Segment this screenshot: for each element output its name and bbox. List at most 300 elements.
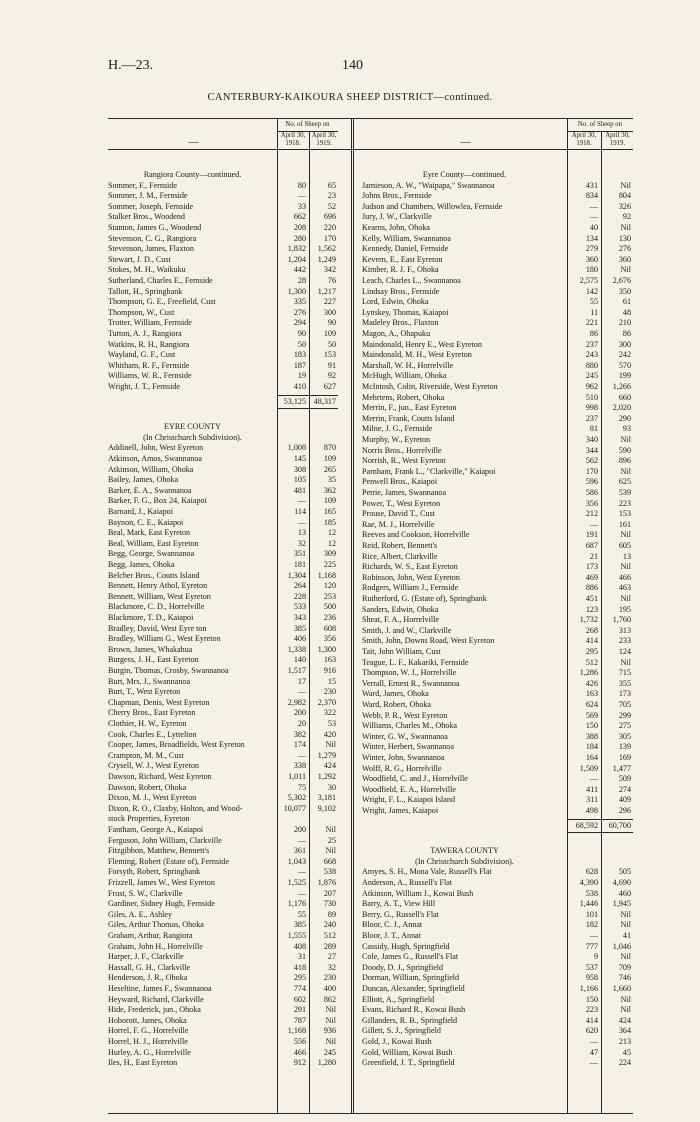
table-row xyxy=(108,846,338,857)
holder-name: Teague, L. F., Kakariki, Fernside xyxy=(362,657,469,667)
sheep-1918: 382 xyxy=(293,729,306,739)
holder-name: Mehrtens, Robert, Ohoka xyxy=(362,392,445,402)
table-row xyxy=(108,1058,338,1069)
sheep-1918: — xyxy=(297,867,306,877)
header-1918-right: April 30, 1918. xyxy=(571,132,597,147)
sheep-1919: Nil xyxy=(325,1005,336,1015)
col-divider-center-2 xyxy=(353,118,354,1113)
section-title: TAWERA COUNTY xyxy=(430,846,499,856)
sheep-1919: 2,370 xyxy=(317,697,336,707)
sheep-1919: 590 xyxy=(618,445,631,455)
holder-name: Duncan, Alexander, Springfield xyxy=(362,984,465,994)
sheep-1918: 620 xyxy=(585,1026,598,1036)
holder-name: Barry, A. T., View Hill xyxy=(362,899,436,909)
holder-name: Graham, John H., Horrelville xyxy=(108,941,203,951)
sheep-1919: 1,660 xyxy=(612,984,631,994)
sheep-1918: 388 xyxy=(585,731,598,741)
sheep-1919: 93 xyxy=(622,424,631,434)
sheep-1918: 114 xyxy=(294,507,306,517)
sheep-1919: 1,300 xyxy=(317,644,336,654)
holder-name: Anderson, A., Russell's Flat xyxy=(362,878,453,888)
table-row xyxy=(108,889,338,900)
holder-name: Richards, W. S., East Eyreton xyxy=(362,562,458,572)
holder-name: Tait, John William, Cust xyxy=(362,647,441,656)
sheep-1918: 20 xyxy=(297,719,306,729)
sheep-1918: — xyxy=(297,835,306,845)
holder-name: Giles, Arthur Thomas, Ohoka xyxy=(108,920,204,930)
holder-name: Atkinson, William J., Kowai Bush xyxy=(362,888,474,898)
sheep-1919: Nil xyxy=(620,223,631,232)
sheep-1919: 355 xyxy=(618,678,631,688)
holder-name: Thompson, G. E., Freefield, Cust xyxy=(108,297,216,307)
sheep-1918: 469 xyxy=(585,572,598,582)
sheep-1919: 53 xyxy=(327,719,336,729)
holder-name: Verrall, Ernest R., Swannanoa xyxy=(362,678,460,688)
sheep-1919: 505 xyxy=(618,867,631,877)
sheep-1918: 28 xyxy=(297,276,306,285)
header-1918-left: April 30, 1918. xyxy=(280,132,306,147)
table-row xyxy=(362,530,633,541)
table-row xyxy=(362,647,633,658)
sheep-1919: Nil xyxy=(620,180,631,190)
sheep-1918: 145 xyxy=(293,454,306,464)
table-row xyxy=(362,952,633,963)
holder-name: Bradley, William G., West Eyreton xyxy=(108,634,221,644)
sheep-1919: 30 xyxy=(327,782,336,792)
rule-top xyxy=(108,118,633,119)
sheep-1919: 1,876 xyxy=(317,878,336,888)
table-row xyxy=(108,836,338,847)
page-reference: H.—23. xyxy=(108,58,154,73)
sheep-1919: 300 xyxy=(323,307,336,317)
table-row xyxy=(362,1016,633,1027)
section-title: EYRE COUNTY xyxy=(164,422,221,432)
sheep-1918: 1,338 xyxy=(287,644,306,654)
sheep-1919: 92 xyxy=(327,371,336,381)
holder-name: Burgin, Thomas, Crosby, Swannanoa xyxy=(108,666,229,676)
sheep-1919: 124 xyxy=(618,647,631,656)
sheep-1919: 460 xyxy=(618,888,631,898)
sheep-1918: 295 xyxy=(293,973,306,983)
total-row xyxy=(362,821,633,832)
sheep-1918: 1,525 xyxy=(287,878,306,888)
sheep-1919: Nil xyxy=(620,952,631,962)
sheep-1919: Nil xyxy=(620,1005,631,1015)
table-row xyxy=(362,318,633,329)
table-row xyxy=(362,742,633,753)
sheep-1919: 275 xyxy=(618,721,631,731)
sheep-1919: 862 xyxy=(323,994,336,1004)
sheep-1918: 294 xyxy=(293,318,306,328)
sheep-1919: 705 xyxy=(618,700,631,709)
sheep-1919: 50 xyxy=(327,339,336,349)
holder-name: Woodfield, C. and J., Horrelville xyxy=(362,774,468,784)
sheep-1918: 123 xyxy=(585,604,598,614)
holder-name: Rodgers, William J., Fernside xyxy=(362,583,459,593)
table-row xyxy=(108,265,338,276)
sheep-1918: 562 xyxy=(585,456,598,466)
table-row xyxy=(362,223,633,234)
sheep-1918: 174 xyxy=(293,740,306,750)
holder-name: Doody, D. J., Springfield xyxy=(362,962,444,972)
holder-name: Robinson, John, West Eyreton xyxy=(362,572,460,582)
holder-name: Sutherland, Charles E., Fernside xyxy=(108,276,213,285)
table-row xyxy=(108,963,338,974)
holder-name: Watkins, R. H., Rangiora xyxy=(108,339,190,349)
holder-name: Penwell Bros., Kaiapoi xyxy=(362,477,438,487)
sheep-1919: 91 xyxy=(327,360,336,370)
sheep-1918: 150 xyxy=(585,994,598,1004)
table-row xyxy=(362,520,633,531)
sheep-1918: 295 xyxy=(585,647,598,656)
sheep-1918: 1,832 xyxy=(287,244,306,254)
table-row xyxy=(362,806,633,817)
table-row xyxy=(362,963,633,974)
holder-name: Bennett, William, West Eyreton xyxy=(108,591,211,601)
table-row xyxy=(362,973,633,984)
sheep-1918: 410 xyxy=(293,382,306,391)
sheep-1919: 23 xyxy=(327,191,336,201)
table-row xyxy=(108,549,338,560)
sheep-1919: 466 xyxy=(618,572,631,582)
sheep-1919: 27 xyxy=(327,952,336,962)
holder-name: Begg, James, Ohoka xyxy=(108,560,175,570)
holder-name: Wright, F. L., Kaiapoi Island xyxy=(362,795,455,805)
sheep-1918: 1,166 xyxy=(579,984,598,994)
sheep-1919: 274 xyxy=(618,784,631,794)
table-row xyxy=(108,276,338,287)
table-row xyxy=(108,666,338,677)
table-row xyxy=(108,973,338,984)
holder-name: Gold, William, Kowai Bush xyxy=(362,1047,453,1057)
holder-name: Heyward, Richard, Clarkville xyxy=(108,994,204,1004)
sheep-1919: 153 xyxy=(618,509,631,519)
holder-name: Blackmore, T. D., Kaiapoi xyxy=(108,613,194,623)
sheep-1919: 41 xyxy=(622,931,631,941)
sheep-1919: 130 xyxy=(618,233,631,243)
holder-name: Ferguson, John William, Clarkville xyxy=(108,835,222,845)
sheep-1918: 556 xyxy=(293,1037,306,1047)
table-row xyxy=(362,191,633,202)
holder-name: Wright, James, Kaiapoi xyxy=(362,806,439,815)
holder-name: Ward, James, Ohoka xyxy=(362,689,429,699)
sheep-1919: 326 xyxy=(618,201,631,211)
table-row xyxy=(108,613,338,624)
sheep-1918: 1,446 xyxy=(579,899,598,909)
table-row xyxy=(362,785,633,796)
holder-name: Gold, J., Kowai Bush xyxy=(362,1037,432,1047)
sheep-1919: 15 xyxy=(327,676,336,686)
table-row xyxy=(108,496,338,507)
sheep-1918: 777 xyxy=(585,941,598,951)
holder-name: Dorman, William, Springfield xyxy=(362,973,460,983)
table-row xyxy=(362,287,633,298)
sheep-1919: 896 xyxy=(618,456,631,466)
holder-name: Barker, F. G., Box 24, Kaiapoi xyxy=(108,496,207,506)
sheep-1918: 361 xyxy=(293,846,306,856)
sheep-1919: 169 xyxy=(618,753,631,762)
sheep-1918: 13 xyxy=(297,528,306,538)
holder-name: Power, T., West Eyreton xyxy=(362,498,441,508)
sheep-1919: 409 xyxy=(618,795,631,805)
sheep-1919: 32 xyxy=(327,962,336,972)
table-row xyxy=(362,721,633,732)
sheep-1919: 2,676 xyxy=(612,276,631,285)
table-row xyxy=(108,910,338,921)
sheep-1918: 140 xyxy=(293,655,306,665)
table-row xyxy=(108,931,338,942)
sheep-1919: 709 xyxy=(618,962,631,972)
holder-name: Hide, Frederick, jun., Ohoka xyxy=(108,1005,201,1015)
table-row xyxy=(362,920,633,931)
holder-name: Burt, T., West Eyreton xyxy=(108,687,181,697)
table-row xyxy=(362,244,633,255)
holder-name: Prouse, David T., Cust xyxy=(362,509,435,519)
sheep-1918: 426 xyxy=(585,678,598,688)
sheep-1919: 225 xyxy=(323,560,336,570)
holder-name: Kearns, John, Ohoka xyxy=(362,223,430,232)
sheep-1918: 586 xyxy=(585,488,598,497)
page-number: 140 xyxy=(342,58,363,73)
sheep-1919: 76 xyxy=(327,276,336,285)
sheep-1919: 236 xyxy=(323,613,336,623)
table-row xyxy=(362,329,633,340)
sheep-1919: 350 xyxy=(618,286,631,296)
sheep-1918: 414 xyxy=(585,1015,598,1025)
total-1918: 68,592 xyxy=(575,820,598,830)
sheep-1919: 625 xyxy=(618,477,631,487)
holder-name: Evans, Richard R., Kowai Bush xyxy=(362,1005,466,1015)
sheep-1919: 12 xyxy=(327,528,336,538)
table-row xyxy=(362,910,633,921)
sheep-1918: — xyxy=(297,191,306,201)
table-row xyxy=(108,255,338,266)
total-rule xyxy=(567,819,633,820)
table-row xyxy=(108,814,338,825)
sheep-1918: 1,168 xyxy=(287,1026,306,1036)
sheep-1918: 431 xyxy=(585,180,598,190)
table-row xyxy=(362,488,633,499)
sheep-1919: 342 xyxy=(323,265,336,275)
holder-name: Maindonald, M. H., West Eyreton xyxy=(362,350,472,360)
holder-name: Wright, J. T., Fernside xyxy=(108,382,180,391)
section-title: Rangiora County—continued. xyxy=(143,170,242,179)
sheep-1918: 40 xyxy=(589,223,598,232)
holder-name: Tallott, H., Springbank xyxy=(108,286,183,296)
table-row xyxy=(108,984,338,995)
holder-name: Forsyth, Robert, Springbank xyxy=(108,867,201,877)
sheep-1919: 1,280 xyxy=(317,1058,336,1068)
sheep-1919: 89 xyxy=(327,909,336,919)
table-row xyxy=(362,435,633,446)
sheep-1919: 570 xyxy=(618,360,631,370)
sheep-1919: 161 xyxy=(618,519,631,529)
table-row xyxy=(108,287,338,298)
holder-name: Henderson, J. R., Ohoka xyxy=(108,973,188,983)
sheep-1919: 300 xyxy=(618,339,631,349)
table-row xyxy=(108,329,338,340)
header-dash-right: — xyxy=(460,137,471,148)
holder-name: Graham, Arthur, Rangiora xyxy=(108,931,193,941)
sheep-1919: Nil xyxy=(620,265,631,275)
sheep-1918: 451 xyxy=(585,594,598,603)
holder-name: Whitham, R. F., Fernside xyxy=(108,360,190,370)
holder-name: Magon, A., Ohapuku xyxy=(362,329,431,338)
sheep-1919: Nil xyxy=(325,1015,336,1025)
holder-name: Atkinson, William, Ohoka xyxy=(108,464,194,474)
sheep-1918: 200 xyxy=(293,708,306,718)
holder-name: Thompson, W. J., Horrelville xyxy=(362,668,457,678)
sheep-1918: 351 xyxy=(293,549,306,559)
holder-name: Kennedy, Daniel, Fernside xyxy=(362,244,449,254)
table-row xyxy=(108,371,338,382)
holder-name: Madeley Bros., Flaxton xyxy=(362,318,439,328)
sheep-1919: Nil xyxy=(325,1037,336,1047)
table-row xyxy=(362,594,633,605)
sheep-1919: 1,279 xyxy=(317,750,336,760)
sheep-1918: 1,732 xyxy=(579,615,598,625)
section-subtitle: (In Christchurch Subdivision). xyxy=(415,856,514,866)
sheep-1918: 834 xyxy=(585,191,598,201)
sheep-1919: 90 xyxy=(327,318,336,328)
holder-name: Cook, Charles E., Lyttelton xyxy=(108,729,197,739)
table-row xyxy=(362,899,633,910)
sheep-1919: 199 xyxy=(618,371,631,381)
sheep-1918: 55 xyxy=(297,909,306,919)
table-row xyxy=(362,234,633,245)
holder-name: Stevenson, James, Flaxton xyxy=(108,244,194,254)
sheep-1918: 245 xyxy=(585,371,598,381)
sheep-1919: 265 xyxy=(323,464,336,474)
sheep-1919: 210 xyxy=(618,318,631,328)
holder-name: Chapman, Denis, West Eyreton xyxy=(108,697,210,707)
sheep-1918: — xyxy=(589,519,598,529)
sheep-1918: 414 xyxy=(585,636,598,646)
sheep-1918: 1,008 xyxy=(287,443,306,453)
holder-name: Murphy, W., Eyreton xyxy=(362,435,431,444)
holder-name: Sommer, J. M., Fernside xyxy=(108,191,188,201)
holder-name: Beal, William, East Eyreton xyxy=(108,538,199,548)
holder-name: Petrie, James, Swannanoa xyxy=(362,488,447,497)
sheep-1918: 11 xyxy=(590,307,598,317)
sheep-1919: 220 xyxy=(323,223,336,232)
holder-name: Stalker Bros., Woodend xyxy=(108,212,185,222)
sheep-1918: 662 xyxy=(293,212,306,222)
sheep-1919: 3,181 xyxy=(317,793,336,803)
sheep-1919: 916 xyxy=(323,666,336,676)
sheep-1919: 48 xyxy=(622,307,631,317)
table-row xyxy=(108,698,338,709)
table-row xyxy=(108,952,338,963)
holder-name: Dixon, R. O., Claxby, Holton, and Wood- xyxy=(108,803,243,813)
holder-name: Winter, Herbert, Swannanoa xyxy=(362,742,454,752)
sheep-1918: 338 xyxy=(293,761,306,771)
sheep-1918: 343 xyxy=(293,613,306,623)
sheep-1918: 466 xyxy=(293,1047,306,1057)
holder-name: Merrin, Frank, Coutts Island xyxy=(362,413,455,423)
sheep-1919: 356 xyxy=(323,634,336,644)
sheep-1919: 195 xyxy=(618,604,631,614)
table-row xyxy=(362,711,633,722)
holder-name: Crampton, M. M., Cust xyxy=(108,750,184,760)
sheep-1919: 627 xyxy=(323,382,336,391)
sheep-1919: 230 xyxy=(323,973,336,983)
table-row xyxy=(362,308,633,319)
sheep-1918: 569 xyxy=(585,710,598,720)
holder-name: Crysell, W. J., West Eyreton xyxy=(108,761,199,771)
table-row xyxy=(362,499,633,510)
holder-name: Clothier, H. W., Eyreton xyxy=(108,719,187,729)
sheep-1919: Nil xyxy=(620,562,631,572)
sheep-1918: 180 xyxy=(585,265,598,275)
sheep-1919: 163 xyxy=(323,655,336,665)
sheep-1919: 207 xyxy=(323,888,336,898)
sheep-1918: 184 xyxy=(585,742,598,752)
sheep-1919: 290 xyxy=(618,413,631,423)
table-row xyxy=(108,475,338,486)
table-row xyxy=(108,867,338,878)
table-row xyxy=(108,465,338,476)
table-row xyxy=(362,878,633,889)
sheep-1918: 50 xyxy=(297,339,306,349)
holder-name: Thompson, W., Cust xyxy=(108,307,175,317)
table-row xyxy=(108,1048,338,1059)
sheep-1919: 1,217 xyxy=(317,286,336,296)
table-row xyxy=(108,443,338,454)
sheep-1919: 1,945 xyxy=(612,899,631,909)
page-title: CANTERBURY-KAIKOURA SHEEP DISTRICT—continued. xyxy=(207,92,493,103)
sheep-1918: 442 xyxy=(293,265,306,275)
table-row xyxy=(362,202,633,213)
total-rule xyxy=(277,395,338,396)
sheep-1918: 498 xyxy=(585,806,598,815)
sheep-1918: 80 xyxy=(297,180,306,190)
holder-name: Blackmore, C. D., Horrelville xyxy=(108,602,205,612)
holder-name: Fantham, George A., Kaiapoi xyxy=(108,825,204,835)
holder-name: McHugh, William, Ohoka xyxy=(362,371,447,381)
holder-name: Fleming, Robert (Estate of), Fernside xyxy=(108,856,229,866)
holder-name: Hoborott, James, Ohoka xyxy=(108,1015,187,1025)
holder-name: Dawson, Richard, West Eyreton xyxy=(108,772,212,782)
sheep-1919: 313 xyxy=(618,625,631,635)
sheep-1919: 4,690 xyxy=(612,878,631,888)
sheep-1918: 1,555 xyxy=(287,931,306,941)
table-row xyxy=(362,361,633,372)
table-row xyxy=(108,454,338,465)
table-row xyxy=(108,761,338,772)
table-row xyxy=(108,655,338,666)
holder-name: Bradley, David, West Eyre ton xyxy=(108,623,207,633)
total-rule-bottom xyxy=(277,408,338,409)
sheep-1918: — xyxy=(589,1037,598,1047)
sheep-1918: 356 xyxy=(585,498,598,508)
table-row xyxy=(108,308,338,319)
table-row xyxy=(108,571,338,582)
sheep-1918: 142 xyxy=(585,286,598,296)
table-row xyxy=(108,560,338,571)
table-row xyxy=(108,1016,338,1027)
sheep-1918: 223 xyxy=(585,1005,598,1015)
table-row xyxy=(108,677,338,688)
header-group-left: No. of Sheep on xyxy=(285,121,330,128)
sheep-1919: Nil xyxy=(325,846,336,856)
sheep-1918: 1,304 xyxy=(287,570,306,580)
table-row xyxy=(362,573,633,584)
total-1919: 60,700 xyxy=(608,820,631,830)
sheep-1919: 1,292 xyxy=(317,772,336,782)
table-row xyxy=(362,1048,633,1059)
holder-name: Brown, James, Whakahua xyxy=(108,644,193,654)
